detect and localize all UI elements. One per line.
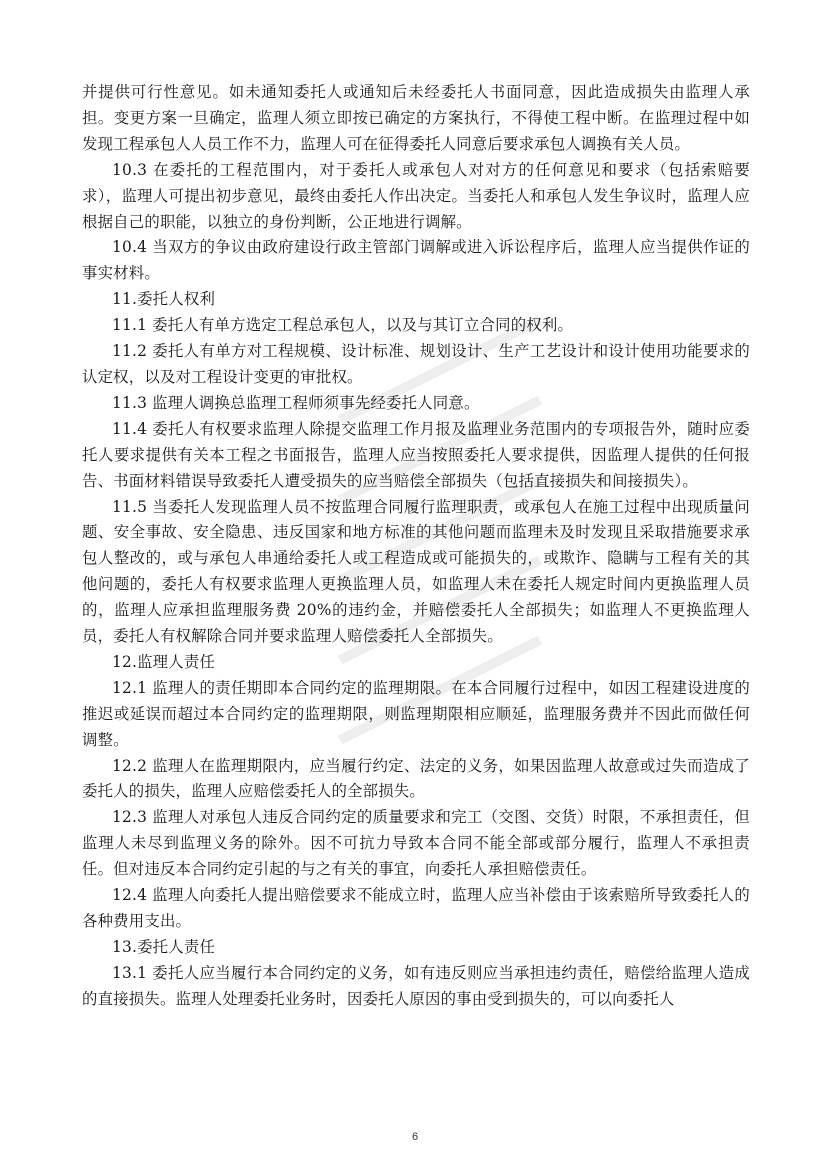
paragraph: 12.1 监理人的责任期即本合同约定的监理期限。在本合同履行过程中，如因工程建设进度的推迟或延误而超过本合同约定的监理期限，则监理期限相应顺延，监理服务费并不因此而做任何调整。: [82, 678, 750, 749]
paragraph: 11.5 当委托人发现监理人员不按监理合同履行监理职责，或承包人在施工过程中出现质量问题、安全事故、安全隐患、违反国家和地方标准的其他问题而监理未及时发现且采取措施要求承包人整改的，或与承包人串通给委托人或工程造成或可能损失的，或欺诈、隐瞒与工程有关的其他问题的，委托人有权要求监理人更换监理人员，如监理人未在委托人规定时间内更换监理人员的，监理人应承担监理服务费 20%的违约金，并赔偿委托人全部损失；如监理人不更换监理人员，委托人有权解除合同并要求监理人赔偿委托人全部损失。: [82, 497, 750, 646]
paragraph: 11.4 委托人有权要求监理人除提交监理工作月报及监理业务范围内的专项报告外，随时应委托人要求提供有关本工程之书面报告，监理人应当按照委托人要求提供，因监理人提供的任何报告、书面材料错误导致委托人遭受损失的应当赔偿全部损失（包括直接损失和间接损失）。: [82, 419, 750, 490]
paragraph: 并提供可行性意见。如未通知委托人或通知后未经委托人书面同意，因此造成损失由监理人承担。变更方案一旦确定，监理人须立即按已确定的方案执行，不得使工程中断。在监理过程中如发现工程承包人人员工作不力，监理人可在征得委托人同意后要求承包人调换有关人员。: [82, 83, 750, 153]
paragraph: 12.3 监理人对承包人违反合同约定的质量要求和完工（交图、交货）时限，不承担责任，但监理人未尽到监理义务的除外。因不可抗力导致本合同不能全部或部分履行，监理人不承担责任。但对违反本合同约定引起的与之有关的事宜，向委托人承担赔偿责任。: [82, 808, 750, 879]
section-heading: 11.委托人权利: [112, 290, 216, 309]
paragraph: 12.2 监理人在监理期限内，应当履行约定、法定的义务，如果因监理人故意或过失而造成了委托人的损失，监理人应赔偿委托人的全部损失。: [82, 756, 750, 801]
paragraph: 12.4 监理人向委托人提出赔偿要求不能成立时，监理人应当补偿由于该索赔所导致委托人的各种费用支出。: [82, 886, 750, 930]
paragraph: 13.1 委托人应当履行本合同约定的义务，如有违反则应当承担违约责任，赔偿给监理人造成的直接损失。监理人处理委托业务时，因委托人原因的事由受到损失的，可以向委托人: [82, 963, 750, 1008]
paragraph: 11.2 委托人有单方对工程规模、设计标准、规划设计、生产工艺设计和设计使用功能要求的认定权，以及对工程设计变更的审批权。: [82, 342, 750, 386]
paragraph: 10.3 在委托的工程范围内，对于委托人或承包人对对方的任何意见和要求（包括索赔要求），监理人可提出初步意见，最终由委托人作出决定。当委托人和承包人发生争议时，监理人应根据自己的职能，以独立的身份判断，公正地进行调解。: [82, 160, 750, 231]
section-heading: 13.委托人责任: [112, 937, 216, 956]
page-number: 6: [411, 1131, 419, 1143]
section-heading: 12.监理人责任: [112, 652, 216, 671]
document-body: [82, 80, 750, 1013]
paragraph: 11.1 委托人有单方选定工程总承包人，以及与其订立合同的权利。: [112, 316, 574, 335]
paragraph: 11.3 监理人调换总监理工程师须事先经委托人同意。: [112, 393, 480, 412]
paragraph: 10.4 当双方的争议由政府建设行政主管部门调解或进入诉讼程序后，监理人应当提供作证的事实材料。: [82, 238, 750, 283]
